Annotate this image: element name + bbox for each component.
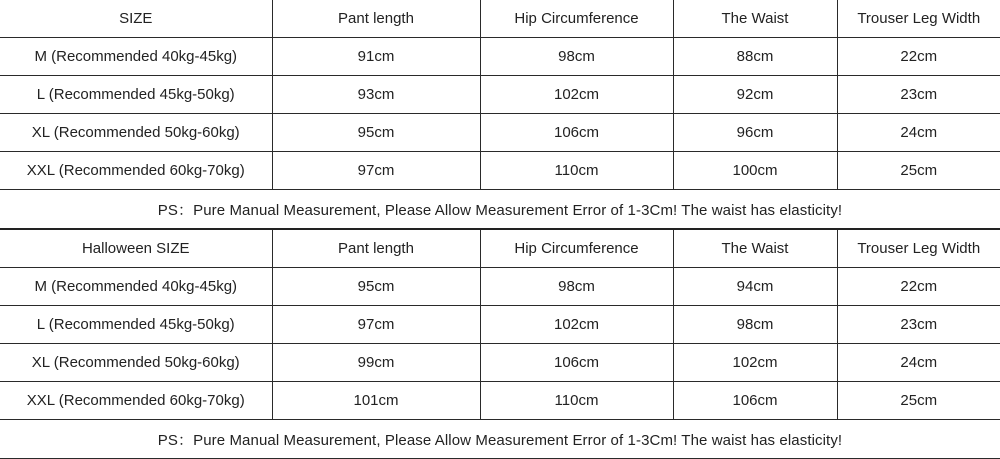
table-cell: 91cm	[272, 38, 480, 76]
header-cell-pant-length: Pant length	[272, 229, 480, 268]
table-cell: 100cm	[673, 152, 837, 190]
table-header-row	[0, 0, 1000, 38]
header-cell-waist: The Waist	[673, 229, 837, 268]
table-cell: 98cm	[480, 38, 673, 76]
header-cell-size: SIZE	[0, 0, 272, 38]
note-row	[0, 190, 1000, 229]
table-cell: 96cm	[673, 114, 837, 152]
table-cell: 98cm	[673, 306, 837, 344]
table-cell: 24cm	[837, 114, 1000, 152]
table-cell: 110cm	[480, 152, 673, 190]
header-cell-hip: Hip Circumference	[480, 0, 673, 38]
table-cell: XXL (Recommended 60kg-70kg)	[0, 152, 272, 190]
table-cell: 88cm	[673, 38, 837, 76]
table-cell: 22cm	[837, 268, 1000, 306]
table-cell: 92cm	[673, 76, 837, 114]
table-cell: 102cm	[480, 306, 673, 344]
table-cell: 106cm	[480, 344, 673, 382]
table-cell: 94cm	[673, 268, 837, 306]
table-cell: 106cm	[480, 114, 673, 152]
table-cell: M (Recommended 40kg-45kg)	[0, 268, 272, 306]
table-cell: 99cm	[272, 344, 480, 382]
table-row	[0, 38, 1000, 76]
table-cell: XXL (Recommended 60kg-70kg)	[0, 382, 272, 420]
halloween-size-table	[0, 228, 1000, 459]
table-row	[0, 306, 1000, 344]
table-cell: 101cm	[272, 382, 480, 420]
note-row	[0, 420, 1000, 459]
header-cell-waist: The Waist	[673, 0, 837, 38]
table-cell: 97cm	[272, 306, 480, 344]
header-cell-pant-length: Pant length	[272, 0, 480, 38]
table-row	[0, 152, 1000, 190]
table-row	[0, 268, 1000, 306]
table-cell: 102cm	[673, 344, 837, 382]
measurement-note: PS：Pure Manual Measurement, Please Allow Measurement Error of 1-3Cm! The waist has elasticity!	[0, 420, 1000, 459]
header-cell-hip: Hip Circumference	[480, 229, 673, 268]
size-table	[0, 0, 1000, 229]
table-cell: 98cm	[480, 268, 673, 306]
table-cell: 25cm	[837, 152, 1000, 190]
table-cell: 97cm	[272, 152, 480, 190]
table-cell: 25cm	[837, 382, 1000, 420]
table-cell: 23cm	[837, 306, 1000, 344]
header-cell-halloween-size: Halloween SIZE	[0, 229, 272, 268]
table-cell: 106cm	[673, 382, 837, 420]
table-header-row	[0, 229, 1000, 268]
table-cell: 93cm	[272, 76, 480, 114]
table-cell: M (Recommended 40kg-45kg)	[0, 38, 272, 76]
table-row	[0, 344, 1000, 382]
table-cell: 24cm	[837, 344, 1000, 382]
table-cell: L (Recommended 45kg-50kg)	[0, 76, 272, 114]
table-row	[0, 114, 1000, 152]
table-cell: 22cm	[837, 38, 1000, 76]
table-cell: 95cm	[272, 268, 480, 306]
table-cell: XL (Recommended 50kg-60kg)	[0, 344, 272, 382]
header-cell-leg-width: Trouser Leg Width	[837, 0, 1000, 38]
table-cell: 102cm	[480, 76, 673, 114]
table-cell: L (Recommended 45kg-50kg)	[0, 306, 272, 344]
table-cell: 23cm	[837, 76, 1000, 114]
measurement-note: PS：Pure Manual Measurement, Please Allow Measurement Error of 1-3Cm! The waist has elasticity!	[0, 190, 1000, 229]
table-cell: 95cm	[272, 114, 480, 152]
table-cell: 110cm	[480, 382, 673, 420]
table-cell: XL (Recommended 50kg-60kg)	[0, 114, 272, 152]
table-row	[0, 382, 1000, 420]
header-cell-leg-width: Trouser Leg Width	[837, 229, 1000, 268]
table-row	[0, 76, 1000, 114]
